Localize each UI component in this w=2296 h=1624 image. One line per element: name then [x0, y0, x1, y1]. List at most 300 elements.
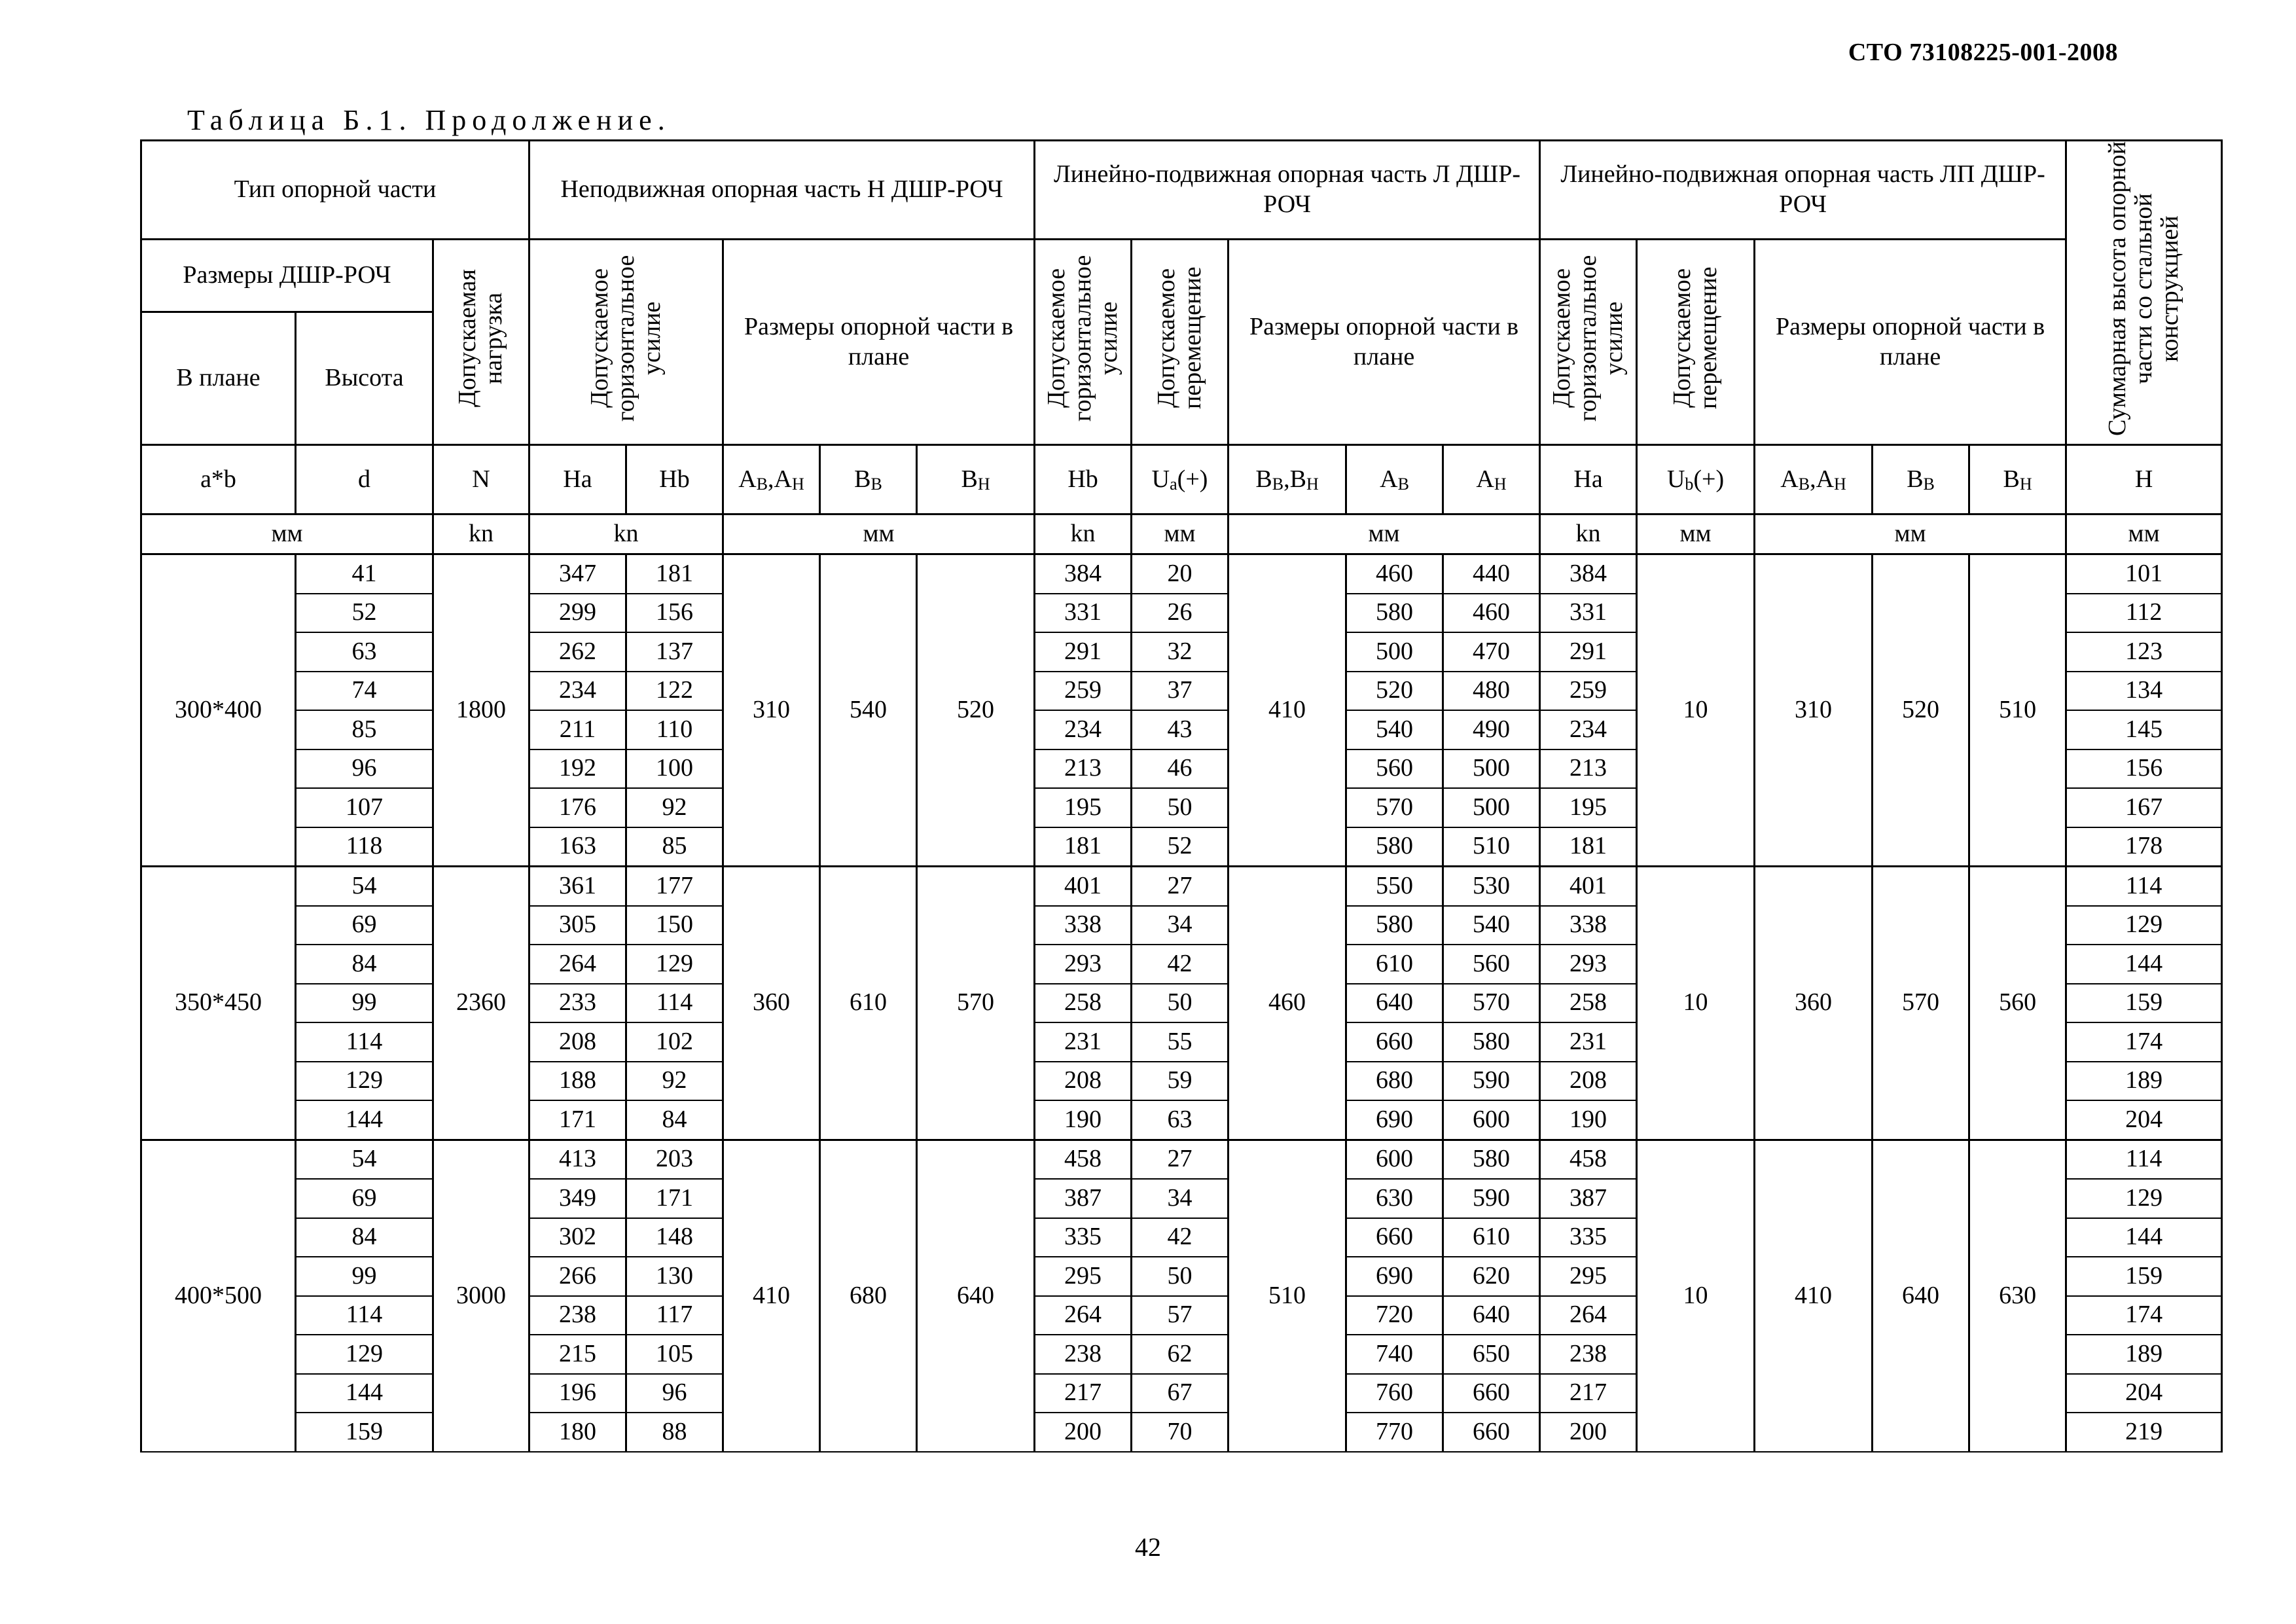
sym-text: A [1380, 465, 1398, 493]
fixed-hb-cell: 177 [626, 867, 723, 906]
linear-u-cell: 67 [1132, 1374, 1229, 1413]
lp-ha-cell: 293 [1540, 945, 1637, 984]
linear-hb-cell: 238 [1035, 1335, 1132, 1374]
linear-av-cell: 720 [1346, 1296, 1443, 1335]
linear-u-cell: 27 [1132, 867, 1229, 906]
sym-fixed-a [723, 445, 820, 514]
height-d-cell: 159 [296, 1413, 433, 1452]
lp-ha-cell: 200 [1540, 1413, 1637, 1452]
lp-ha-cell: 291 [1540, 632, 1637, 672]
linear-hb-cell: 338 [1035, 906, 1132, 945]
lp-a-cell: 310 [1755, 554, 1873, 867]
table-row [141, 554, 2222, 594]
linear-u-cell: 55 [1132, 1022, 1229, 1062]
lp-ha-cell: 208 [1540, 1062, 1637, 1101]
lp-bn-cell: 630 [1969, 1140, 2066, 1452]
fixed-ha-cell: 188 [529, 1062, 626, 1101]
linear-hb-cell: 200 [1035, 1413, 1132, 1452]
unit-linear-force: kn [1035, 514, 1132, 554]
lp-ha-cell: 331 [1540, 594, 1637, 633]
linear-av-cell: 550 [1346, 867, 1443, 906]
linear-hb-cell: 181 [1035, 827, 1132, 867]
sym-text: B [854, 465, 871, 493]
document-code: СТО 73108225-001-2008 [1848, 39, 2118, 66]
sym-linear-ua [1132, 445, 1229, 514]
fixed-ha-cell: 238 [529, 1296, 626, 1335]
linear-av-cell: 600 [1346, 1140, 1443, 1179]
linear-hb-cell: 234 [1035, 710, 1132, 749]
load-cell: 2360 [433, 867, 529, 1140]
total-height-cell: 129 [2066, 1179, 2222, 1218]
fixed-ha-cell: 196 [529, 1374, 626, 1413]
height-d-cell: 54 [296, 867, 433, 906]
linear-an-cell: 500 [1443, 749, 1540, 789]
fixed-ha-cell: 234 [529, 672, 626, 711]
fixed-ha-cell: 208 [529, 1022, 626, 1062]
sym-text: ,A [768, 465, 792, 493]
linear-u-cell: 34 [1132, 1179, 1229, 1218]
sym-text: B [2003, 465, 2020, 493]
lp-ha-cell: 195 [1540, 788, 1637, 827]
in-plan-label: В плане [176, 364, 260, 392]
total-height-cell: 112 [2066, 594, 2222, 633]
linear-u-cell: 37 [1132, 672, 1229, 711]
linear-multi-title-cell [1540, 141, 2066, 240]
linear-an-cell: 460 [1443, 594, 1540, 633]
linear-hb-cell: 295 [1035, 1257, 1132, 1296]
total-height-cell: 174 [2066, 1022, 2222, 1062]
fixed-ha-cell: 262 [529, 632, 626, 672]
linear-an-cell: 510 [1443, 827, 1540, 867]
unit-lp-force: kn [1540, 514, 1637, 554]
linear-u-cell: 50 [1132, 1257, 1229, 1296]
linear-av-cell: 460 [1346, 554, 1443, 594]
linear-hb-cell: 331 [1035, 594, 1132, 633]
height-d-cell: 52 [296, 594, 433, 633]
linear-u-cell: 20 [1132, 554, 1229, 594]
sym-sub: b [1685, 474, 1694, 494]
sym-ab: a*b [141, 445, 296, 514]
total-height-cell: 167 [2066, 788, 2222, 827]
sym-text: B [961, 465, 978, 493]
lp-a-cell: 360 [1755, 867, 1873, 1140]
linear-av-cell: 690 [1346, 1257, 1443, 1296]
sym-sub: Н [977, 474, 990, 494]
sym-sub: В [1272, 474, 1284, 494]
fixed-bn-cell: 570 [917, 867, 1035, 1140]
linear-av-cell: 610 [1346, 945, 1443, 984]
linear-b-cell: 460 [1229, 867, 1346, 1140]
linear-hb-cell: 335 [1035, 1218, 1132, 1257]
linear-av-cell: 570 [1346, 788, 1443, 827]
linear-hb-cell: 195 [1035, 788, 1132, 827]
lp-ha-cell: 238 [1540, 1335, 1637, 1374]
lp-ha-cell: 217 [1540, 1374, 1637, 1413]
linear-u-cell: 43 [1132, 710, 1229, 749]
linear-hb-cell: 231 [1035, 1022, 1132, 1062]
fixed-hb-cell: 137 [626, 632, 723, 672]
linear-hb-cell: 213 [1035, 749, 1132, 789]
fixed-hb-cell: 84 [626, 1100, 723, 1140]
total-height-cell: 156 [2066, 749, 2222, 789]
sym-lp-bv [1873, 445, 1969, 514]
fixed-bn-cell: 640 [917, 1140, 1035, 1452]
fixed-ha-cell: 171 [529, 1100, 626, 1140]
fixed-plan-dims-cell [723, 240, 1035, 445]
linear-title-cell [1035, 141, 1540, 240]
sym-h: H [2066, 445, 2222, 514]
linear-an-cell: 620 [1443, 1257, 1540, 1296]
allowed-load-cell [433, 240, 529, 445]
fixed-hb-cell: 100 [626, 749, 723, 789]
linear-u-cell: 27 [1132, 1140, 1229, 1179]
linear-an-cell: 650 [1443, 1335, 1540, 1374]
fixed-bv-cell: 610 [820, 867, 917, 1140]
total-height-cell: 134 [2066, 672, 2222, 711]
sym-fixed-ha: Ha [529, 445, 626, 514]
height-d-cell: 69 [296, 1179, 433, 1218]
linear-u-cell: 57 [1132, 1296, 1229, 1335]
height-d-cell: 114 [296, 1296, 433, 1335]
table-row [141, 1140, 2222, 1179]
lp-u-cell: 10 [1637, 554, 1755, 867]
linear-hb-cell: 458 [1035, 1140, 1132, 1179]
sym-text: B [1907, 465, 1924, 493]
table-row [141, 867, 2222, 906]
linear-av-cell: 690 [1346, 1100, 1443, 1140]
unit-linear-displacement: мм [1132, 514, 1229, 554]
fixed-ha-cell: 233 [529, 984, 626, 1023]
allowed-load-label: Допускаемая нагрузка [454, 269, 507, 408]
linear-displacement-label: Допускаемое перемещение [1152, 266, 1206, 410]
linear-horizontal-force-label: Допускаемое горизонтальное усилие [1042, 255, 1122, 422]
sym-lp-bn [1969, 445, 2066, 514]
total-height-cell: 129 [2066, 906, 2222, 945]
linear-av-cell: 500 [1346, 632, 1443, 672]
unit-lp-displacement: мм [1637, 514, 1755, 554]
fixed-ha-cell: 302 [529, 1218, 626, 1257]
total-height-cell: 204 [2066, 1374, 2222, 1413]
height-d-cell: 63 [296, 632, 433, 672]
linear-hb-cell: 208 [1035, 1062, 1132, 1101]
fixed-ha-cell: 180 [529, 1413, 626, 1452]
linear-b-cell: 410 [1229, 554, 1346, 867]
fixed-ha-cell: 361 [529, 867, 626, 906]
linear-av-cell: 580 [1346, 594, 1443, 633]
linear-u-cell: 50 [1132, 788, 1229, 827]
unit-dims: мм [141, 514, 433, 554]
total-height-cell: 101 [2066, 554, 2222, 594]
total-height-cell: 123 [2066, 632, 2222, 672]
dims-title: Размеры ДШР-РОЧ [183, 261, 391, 289]
fixed-a-cell: 310 [723, 554, 820, 867]
lp-a-cell: 410 [1755, 1140, 1873, 1452]
linear-an-cell: 580 [1443, 1140, 1540, 1179]
linear-av-cell: 580 [1346, 906, 1443, 945]
linear-an-cell: 610 [1443, 1218, 1540, 1257]
linear-av-cell: 760 [1346, 1374, 1443, 1413]
load-cell: 3000 [433, 1140, 529, 1452]
sym-linear-hb: Hb [1035, 445, 1132, 514]
lp-u-cell: 10 [1637, 1140, 1755, 1452]
sym-d: d [296, 445, 433, 514]
lp-ha-cell: 338 [1540, 906, 1637, 945]
lp-ha-cell: 213 [1540, 749, 1637, 789]
linear-av-cell: 680 [1346, 1062, 1443, 1101]
sym-sub: В [870, 474, 882, 494]
total-height-cell: 204 [2066, 1100, 2222, 1140]
fixed-hb-cell: 122 [626, 672, 723, 711]
height-label: Высота [325, 364, 404, 392]
unit-total-height: мм [2066, 514, 2222, 554]
fixed-hb-cell: 85 [626, 827, 723, 867]
lp-horizontal-force-label: Допускаемое горизонтальное усилие [1547, 255, 1628, 422]
sym-text: A [1780, 465, 1799, 493]
fixed-hb-cell: 88 [626, 1413, 723, 1452]
lp-bn-cell: 560 [1969, 867, 2066, 1140]
sym-text: (+) [1693, 465, 1725, 493]
linear-hb-cell: 291 [1035, 632, 1132, 672]
linear-plan-dims-label: Размеры опорной части в плане [1249, 312, 1519, 370]
linear-u-cell: 32 [1132, 632, 1229, 672]
in-plan-cell [141, 312, 296, 445]
fixed-hb-cell: 92 [626, 788, 723, 827]
linear-av-cell: 560 [1346, 749, 1443, 789]
linear-an-cell: 470 [1443, 632, 1540, 672]
linear-an-cell: 440 [1443, 554, 1540, 594]
total-height-cell: 178 [2066, 827, 2222, 867]
unit-fixed-dims: мм [723, 514, 1035, 554]
fixed-hb-cell: 117 [626, 1296, 723, 1335]
lp-ha-cell: 190 [1540, 1100, 1637, 1140]
linear-av-cell: 520 [1346, 672, 1443, 711]
sym-text: ,A [1810, 465, 1835, 493]
linear-av-cell: 740 [1346, 1335, 1443, 1374]
linear-u-cell: 62 [1132, 1335, 1229, 1374]
sym-lp-ub [1637, 445, 1755, 514]
lp-ha-cell: 295 [1540, 1257, 1637, 1296]
lp-plan-dims-cell [1755, 240, 2066, 445]
lp-ha-cell: 384 [1540, 554, 1637, 594]
linear-av-cell: 640 [1346, 984, 1443, 1023]
fixed-bv-cell: 540 [820, 554, 917, 867]
fixed-hb-cell: 203 [626, 1140, 723, 1179]
linear-av-cell: 770 [1346, 1413, 1443, 1452]
height-d-cell: 99 [296, 984, 433, 1023]
fixed-hb-cell: 156 [626, 594, 723, 633]
fixed-hb-cell: 92 [626, 1062, 723, 1101]
linear-an-cell: 540 [1443, 906, 1540, 945]
sym-sub: a [1170, 474, 1177, 494]
sym-text: A [1476, 465, 1494, 493]
height-d-cell: 144 [296, 1374, 433, 1413]
linear-av-cell: 540 [1346, 710, 1443, 749]
lp-ha-cell: 231 [1540, 1022, 1637, 1062]
total-height-cell: 144 [2066, 945, 2222, 984]
linear-displacement-cell [1132, 240, 1229, 445]
unit-load: kn [433, 514, 529, 554]
lp-plan-dims-label: Размеры опорной части в плане [1775, 312, 2045, 370]
sym-lp-ha: Ha [1540, 445, 1637, 514]
plan-size-cell: 300*400 [141, 554, 296, 867]
fixed-title: Неподвижная опорная часть Н ДШР-РОЧ [560, 175, 1003, 204]
linear-u-cell: 26 [1132, 594, 1229, 633]
height-d-cell: 84 [296, 1218, 433, 1257]
linear-av-cell: 630 [1346, 1179, 1443, 1218]
total-height-cell: 219 [2066, 1413, 2222, 1452]
fixed-hb-cell: 105 [626, 1335, 723, 1374]
lp-horizontal-force-cell [1540, 240, 1637, 445]
linear-hb-cell: 387 [1035, 1179, 1132, 1218]
fixed-hb-cell: 171 [626, 1179, 723, 1218]
height-d-cell: 84 [296, 945, 433, 984]
fixed-ha-cell: 347 [529, 554, 626, 594]
sym-text: ,B [1283, 465, 1306, 493]
fixed-hb-cell: 96 [626, 1374, 723, 1413]
sym-lp-a [1755, 445, 1873, 514]
sym-text: A [738, 465, 757, 493]
linear-u-cell: 34 [1132, 906, 1229, 945]
sym-n: N [433, 445, 529, 514]
total-height-cell: 144 [2066, 1218, 2222, 1257]
linear-an-cell: 590 [1443, 1179, 1540, 1218]
lp-ha-cell: 458 [1540, 1140, 1637, 1179]
sym-fixed-bv [820, 445, 917, 514]
plan-size-cell: 400*500 [141, 1140, 296, 1452]
linear-b-cell: 510 [1229, 1140, 1346, 1452]
fixed-title-cell [529, 141, 1035, 240]
fixed-plan-dims-label: Размеры опорной части в плане [744, 312, 1014, 370]
total-height-cell: 189 [2066, 1335, 2222, 1374]
linear-u-cell: 63 [1132, 1100, 1229, 1140]
lp-bv-cell: 640 [1873, 1140, 1969, 1452]
fixed-ha-cell: 349 [529, 1179, 626, 1218]
height-d-cell: 99 [296, 1257, 433, 1296]
sym-fixed-hb: Hb [626, 445, 723, 514]
fixed-hb-cell: 150 [626, 906, 723, 945]
height-d-cell: 129 [296, 1062, 433, 1101]
fixed-ha-cell: 305 [529, 906, 626, 945]
linear-an-cell: 590 [1443, 1062, 1540, 1101]
linear-an-cell: 660 [1443, 1413, 1540, 1452]
load-cell: 1800 [433, 554, 529, 867]
linear-an-cell: 530 [1443, 867, 1540, 906]
linear-av-cell: 660 [1346, 1022, 1443, 1062]
lp-ha-cell: 387 [1540, 1179, 1637, 1218]
linear-an-cell: 640 [1443, 1296, 1540, 1335]
linear-hb-cell: 264 [1035, 1296, 1132, 1335]
linear-u-cell: 46 [1132, 749, 1229, 789]
linear-an-cell: 560 [1443, 945, 1540, 984]
lp-bn-cell: 510 [1969, 554, 2066, 867]
linear-hb-cell: 190 [1035, 1100, 1132, 1140]
fixed-horizontal-force-label: Допускаемое горизонтальное усилие [585, 255, 666, 422]
fixed-hb-cell: 110 [626, 710, 723, 749]
fixed-bv-cell: 680 [820, 1140, 917, 1452]
linear-u-cell: 42 [1132, 945, 1229, 984]
height-d-cell: 85 [296, 710, 433, 749]
spec-table [140, 139, 2223, 1453]
lp-ha-cell: 234 [1540, 710, 1637, 749]
fixed-ha-cell: 413 [529, 1140, 626, 1179]
total-height-cell: 174 [2066, 1296, 2222, 1335]
unit-lp-dims: мм [1755, 514, 2066, 554]
fixed-hb-cell: 114 [626, 984, 723, 1023]
unit-linear-dims: мм [1229, 514, 1540, 554]
plan-size-cell: 350*450 [141, 867, 296, 1140]
linear-u-cell: 50 [1132, 984, 1229, 1023]
lp-ha-cell: 264 [1540, 1296, 1637, 1335]
linear-hb-cell: 217 [1035, 1374, 1132, 1413]
total-height-cell: 114 [2066, 867, 2222, 906]
table-caption: Таблица Б.1. Продолжение. [187, 104, 671, 136]
linear-an-cell: 480 [1443, 672, 1540, 711]
sym-linear-an [1443, 445, 1540, 514]
fixed-ha-cell: 192 [529, 749, 626, 789]
fixed-ha-cell: 176 [529, 788, 626, 827]
sym-sub: Н [792, 474, 804, 494]
fixed-a-cell: 360 [723, 867, 820, 1140]
lp-ha-cell: 259 [1540, 672, 1637, 711]
unit-fixed-force: kn [529, 514, 723, 554]
dims-title-cell [141, 240, 433, 312]
fixed-hb-cell: 148 [626, 1218, 723, 1257]
height-cell [296, 312, 433, 445]
sym-sub: В [1798, 474, 1810, 494]
linear-horizontal-force-cell [1035, 240, 1132, 445]
height-d-cell: 96 [296, 749, 433, 789]
lp-u-cell: 10 [1637, 867, 1755, 1140]
linear-hb-cell: 259 [1035, 672, 1132, 711]
height-d-cell: 144 [296, 1100, 433, 1140]
height-d-cell: 74 [296, 672, 433, 711]
fixed-hb-cell: 181 [626, 554, 723, 594]
page-number: 42 [1135, 1532, 1161, 1562]
fixed-ha-cell: 299 [529, 594, 626, 633]
sym-sub: В [1397, 474, 1409, 494]
linear-u-cell: 59 [1132, 1062, 1229, 1101]
lp-ha-cell: 335 [1540, 1218, 1637, 1257]
height-d-cell: 129 [296, 1335, 433, 1374]
fixed-ha-cell: 163 [529, 827, 626, 867]
lp-displacement-label: Допускаемое перемещение [1668, 266, 1722, 410]
lp-displacement-cell [1637, 240, 1755, 445]
linear-hb-cell: 401 [1035, 867, 1132, 906]
linear-hb-cell: 258 [1035, 984, 1132, 1023]
linear-hb-cell: 293 [1035, 945, 1132, 984]
fixed-hb-cell: 129 [626, 945, 723, 984]
lp-ha-cell: 258 [1540, 984, 1637, 1023]
total-height-cell: 145 [2066, 710, 2222, 749]
height-d-cell: 54 [296, 1140, 433, 1179]
height-d-cell: 69 [296, 906, 433, 945]
total-height-title-cell [2066, 141, 2222, 445]
height-d-cell: 107 [296, 788, 433, 827]
fixed-hb-cell: 130 [626, 1257, 723, 1296]
linear-multi-title: Линейно-подвижная опорная часть ЛП ДШР-РОЧ [1560, 160, 2045, 218]
total-height-title: Суммарная высота опорной части со стальной конструкцией [2103, 141, 2183, 437]
fixed-ha-cell: 264 [529, 945, 626, 984]
linear-u-cell: 70 [1132, 1413, 1229, 1452]
fixed-ha-cell: 211 [529, 710, 626, 749]
sym-fixed-bn [917, 445, 1035, 514]
height-d-cell: 41 [296, 554, 433, 594]
linear-plan-dims-cell [1229, 240, 1540, 445]
sym-text: B [1255, 465, 1272, 493]
fixed-a-cell: 410 [723, 1140, 820, 1452]
sym-linear-av [1346, 445, 1443, 514]
height-d-cell: 118 [296, 827, 433, 867]
